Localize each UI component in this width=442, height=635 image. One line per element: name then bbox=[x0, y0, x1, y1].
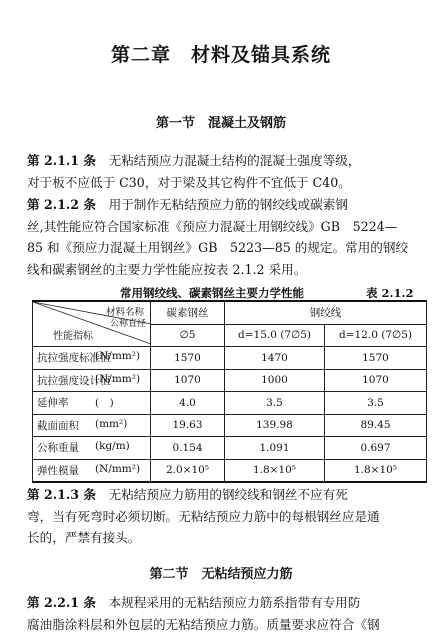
article-number: 第 2.1.1 条 bbox=[27, 153, 96, 168]
row-label bbox=[33, 369, 151, 392]
table-title: 常用钢绞线、碳素钢丝主要力学性能 bbox=[120, 285, 304, 301]
row-unit: (N/mm²) bbox=[95, 373, 140, 385]
section-title-1: 第一节 混凝土及钢筋 bbox=[0, 112, 442, 131]
para-line: 长的，严禁有接头。 bbox=[27, 527, 427, 549]
cell-value: 19.63 bbox=[151, 414, 225, 437]
table-row bbox=[33, 414, 427, 437]
table-row bbox=[33, 369, 427, 392]
row-label bbox=[33, 347, 151, 370]
cell-value: 139.98 bbox=[225, 414, 325, 437]
para-line: 85 和《预应力混凝土用钢丝》GB 5223—85 的规定。常用的钢绞 bbox=[27, 237, 427, 259]
cell-value: 0.154 bbox=[151, 437, 225, 460]
row-label-text: 抗拉强度标准值 bbox=[37, 352, 111, 364]
table-row bbox=[33, 392, 427, 415]
para-line bbox=[27, 150, 427, 172]
cell-value: 1000 bbox=[225, 369, 325, 392]
cell-value: 1.8×10⁵ bbox=[225, 459, 325, 482]
para-text: 用于制作无粘结预应力筋的钢绞线或碳素钢 bbox=[96, 197, 348, 212]
subheader-wire: ∅5 bbox=[151, 324, 225, 347]
subheader-strand-15: d=15.0 (7∅5) bbox=[225, 324, 325, 347]
row-label bbox=[33, 392, 151, 415]
cell-value: 1.8×10⁵ bbox=[325, 459, 427, 482]
cell-value: 0.697 bbox=[325, 437, 427, 460]
para-text: 无粘结预应力混凝土结构的混凝土强度等级， bbox=[96, 153, 360, 168]
header-wire: 碳素钢丝 bbox=[151, 301, 225, 324]
para-line bbox=[27, 592, 427, 614]
para-line bbox=[27, 194, 427, 216]
cell-value: 1070 bbox=[325, 369, 427, 392]
table-number: 表 2.1.2 bbox=[366, 285, 414, 301]
cell-value: 1570 bbox=[151, 347, 225, 370]
row-label-text: 抗拉强度设计值 bbox=[37, 375, 111, 387]
row-label bbox=[33, 459, 151, 482]
article-number: 第 2.1.2 条 bbox=[27, 197, 96, 212]
cell-value: 3.5 bbox=[225, 392, 325, 415]
para-line: 对于板不应低于 C30，对于梁及其它构件不宜低于 C40。 bbox=[27, 172, 427, 194]
row-unit: (N/mm²) bbox=[95, 463, 140, 475]
para-line: 线和碳素钢丝的主要力学性能应按表 2.1.2 采用。 bbox=[27, 259, 427, 281]
table-row bbox=[33, 437, 427, 460]
row-label-text: 延伸率 bbox=[37, 397, 69, 409]
cell-value: 1070 bbox=[151, 369, 225, 392]
cell-value: 3.5 bbox=[325, 392, 427, 415]
diag-property-label: 性能指标 bbox=[53, 327, 93, 342]
row-label-text: 截面面积 bbox=[37, 420, 79, 432]
table-header-row bbox=[33, 301, 427, 324]
row-unit: (mm²) bbox=[95, 418, 127, 430]
row-unit: (kg/m) bbox=[95, 440, 130, 452]
row-unit: ( ) bbox=[95, 395, 114, 410]
paragraph-2-2-1 bbox=[27, 592, 427, 635]
table-row bbox=[33, 347, 427, 370]
para-line: 弯，当有死弯时必须切断。无粘结预应力筋中的每根钢丝应是通 bbox=[27, 506, 427, 528]
para-line bbox=[27, 484, 427, 506]
article-number: 第 2.1.3 条 bbox=[27, 487, 96, 502]
cell-value: 2.0×10⁵ bbox=[151, 459, 225, 482]
row-label-text: 弹性模量 bbox=[37, 465, 79, 477]
row-label-text: 公称重量 bbox=[37, 442, 79, 454]
diagonal-header-cell bbox=[33, 301, 151, 347]
para-line: 丝,其性能应符合国家标准《预应力混凝土用钢绞线》GB 5224— bbox=[27, 216, 427, 238]
para-line: 腐油脂涂料层和外包层的无粘结预应力筋。质量要求应符合《钢 bbox=[27, 614, 427, 635]
cell-value: 1570 bbox=[325, 347, 427, 370]
cell-value: 89.45 bbox=[325, 414, 427, 437]
row-unit: (N/mm²) bbox=[95, 350, 140, 362]
cell-value: 1470 bbox=[225, 347, 325, 370]
paragraph-2-1-3 bbox=[27, 484, 427, 549]
table-row bbox=[33, 459, 427, 482]
subheader-strand-12: d=12.0 (7∅5) bbox=[325, 324, 427, 347]
chapter-title: 第二章 材料及锚具系统 bbox=[0, 40, 442, 67]
paragraph-2-1-2 bbox=[27, 194, 427, 280]
para-text: 本规程采用的无粘结预应力筋系指带有专用防 bbox=[96, 595, 360, 610]
row-label bbox=[33, 414, 151, 437]
paragraph-2-1-1 bbox=[27, 150, 427, 193]
diag-diameter-label: 公称直径 bbox=[110, 316, 146, 329]
properties-table bbox=[32, 300, 427, 483]
section-title-2: 第二节 无粘结预应力筋 bbox=[0, 563, 442, 582]
row-label bbox=[33, 437, 151, 460]
diag-material-label: 材料名称 bbox=[106, 304, 144, 318]
para-text: 无粘结预应力筋用的钢绞线和钢丝不应有死 bbox=[96, 487, 348, 502]
article-number: 第 2.2.1 条 bbox=[27, 595, 96, 610]
header-strand: 钢绞线 bbox=[225, 301, 427, 324]
cell-value: 1.091 bbox=[225, 437, 325, 460]
cell-value: 4.0 bbox=[151, 392, 225, 415]
